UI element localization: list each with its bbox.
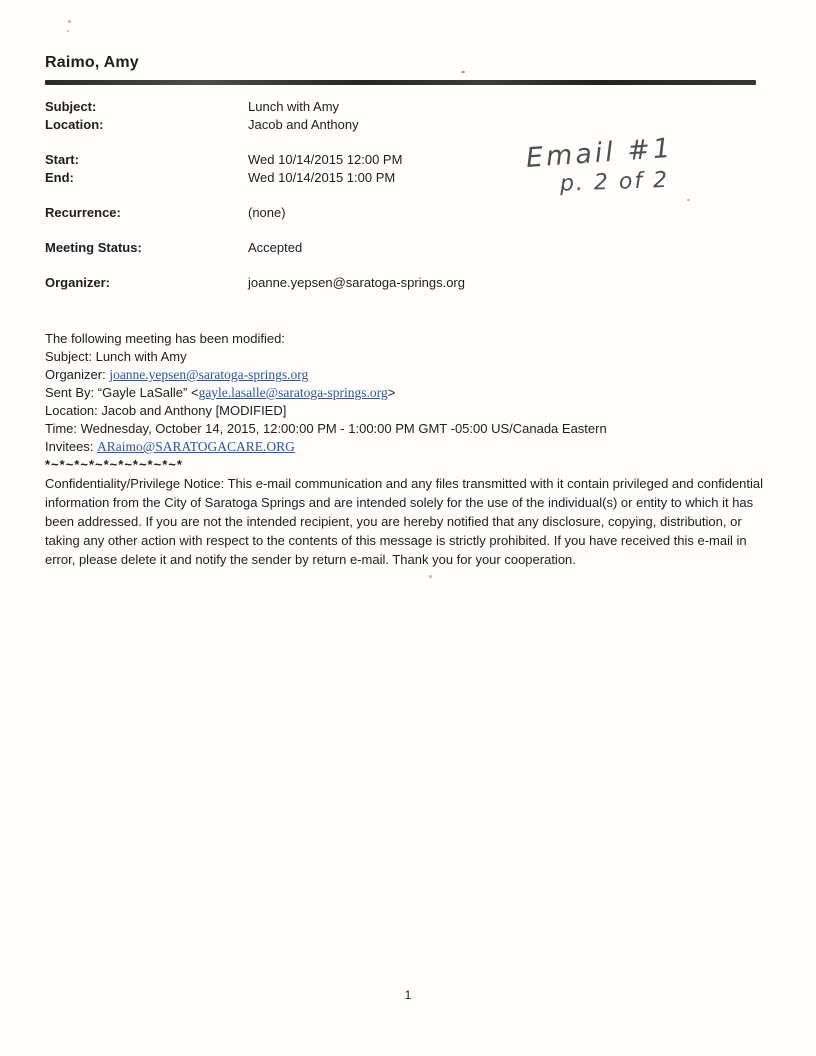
field-value: Jacob and Anthony [248, 117, 359, 132]
email-body [45, 330, 767, 569]
meeting-fields [45, 98, 545, 292]
body-invitees-line [45, 438, 767, 456]
field-row-end [45, 169, 545, 187]
invitees-email-link[interactable]: ARaimo@SARATOGACARE.ORG [97, 439, 295, 454]
body-time-line: Time: Wednesday, October 14, 2015, 12:00:00 PM - 1:00:00 PM GMT -05:00 US/Canada Eastern [45, 421, 607, 436]
body-organizer-line [45, 366, 767, 384]
sender-name-heading: Raimo, Amy [45, 54, 139, 71]
field-row-meeting-status [45, 239, 545, 257]
field-value: (none) [248, 205, 286, 220]
handwritten-page-note: p. 2 of 2 [559, 167, 670, 197]
body-location-line: Location: Jacob and Anthony [MODIFIED] [45, 403, 287, 418]
organizer-label: Organizer: [45, 367, 110, 382]
scan-speck [687, 199, 690, 201]
field-value: Wed 10/14/2015 1:00 PM [248, 170, 396, 185]
field-value: Wed 10/14/2015 12:00 PM [248, 152, 403, 167]
field-label: Meeting Status: [45, 240, 142, 255]
scan-speck [68, 20, 71, 23]
field-row-start [45, 151, 545, 169]
scan-speck [429, 575, 432, 578]
field-label: End: [45, 170, 74, 185]
body-subject-line: Subject: Lunch with Amy [45, 349, 187, 364]
field-label: Subject: [45, 99, 97, 114]
sentby-email-link[interactable]: gayle.lasalle@saratoga-springs.org [198, 385, 388, 400]
confidentiality-notice: Confidentiality/Privilege Notice: This e-mail communication and any files transmitted with it contain privileged and confidential information from the City of Saratoga Springs and are intended solely for the use of the individual(s) or entity to which it has been addressed. If you are not the intended recipient, you are hereby notified that any disclosure, copying, distribution, or taking any other action with respect to the contents of this message is strictly prohibited. If you have received this e-mail in error, please delete it and notify the sender by return e-mail. Thank you for your cooperation. [45, 476, 764, 567]
field-row-recurrence [45, 204, 545, 222]
header-rule [45, 80, 756, 85]
field-value: Lunch with Amy [248, 99, 340, 114]
page-number: 1 [404, 988, 412, 1002]
scan-speck [67, 30, 69, 32]
field-value: Accepted [248, 240, 303, 255]
field-row-location [45, 116, 545, 134]
sentby-open-bracket: < [190, 385, 199, 400]
scan-speck [461, 71, 465, 73]
modified-notice-line: The following meeting has been modified: [45, 331, 285, 346]
field-row-subject [45, 98, 545, 116]
field-label: Organizer: [45, 275, 111, 290]
invitees-label: Invitees: [45, 439, 98, 454]
field-label: Location: [45, 117, 104, 132]
field-value: joanne.yepsen@saratoga-springs.org [248, 275, 465, 290]
sentby-name: “Gayle LaSalle” [97, 385, 191, 400]
organizer-email-link[interactable]: joanne.yepsen@saratoga-springs.org [109, 367, 309, 382]
sentby-close-bracket: > [387, 385, 396, 400]
sentby-label: Sent By: [45, 385, 98, 400]
tilde-separator: *~*~*~*~*~*~*~*~*~* [45, 457, 183, 472]
body-sentby-line [45, 384, 767, 402]
field-label: Recurrence: [45, 205, 121, 220]
field-row-organizer [45, 274, 545, 292]
handwritten-annotation [525, 133, 676, 201]
field-label: Start: [45, 152, 79, 167]
handwritten-email-number: Email #1 [525, 132, 675, 174]
